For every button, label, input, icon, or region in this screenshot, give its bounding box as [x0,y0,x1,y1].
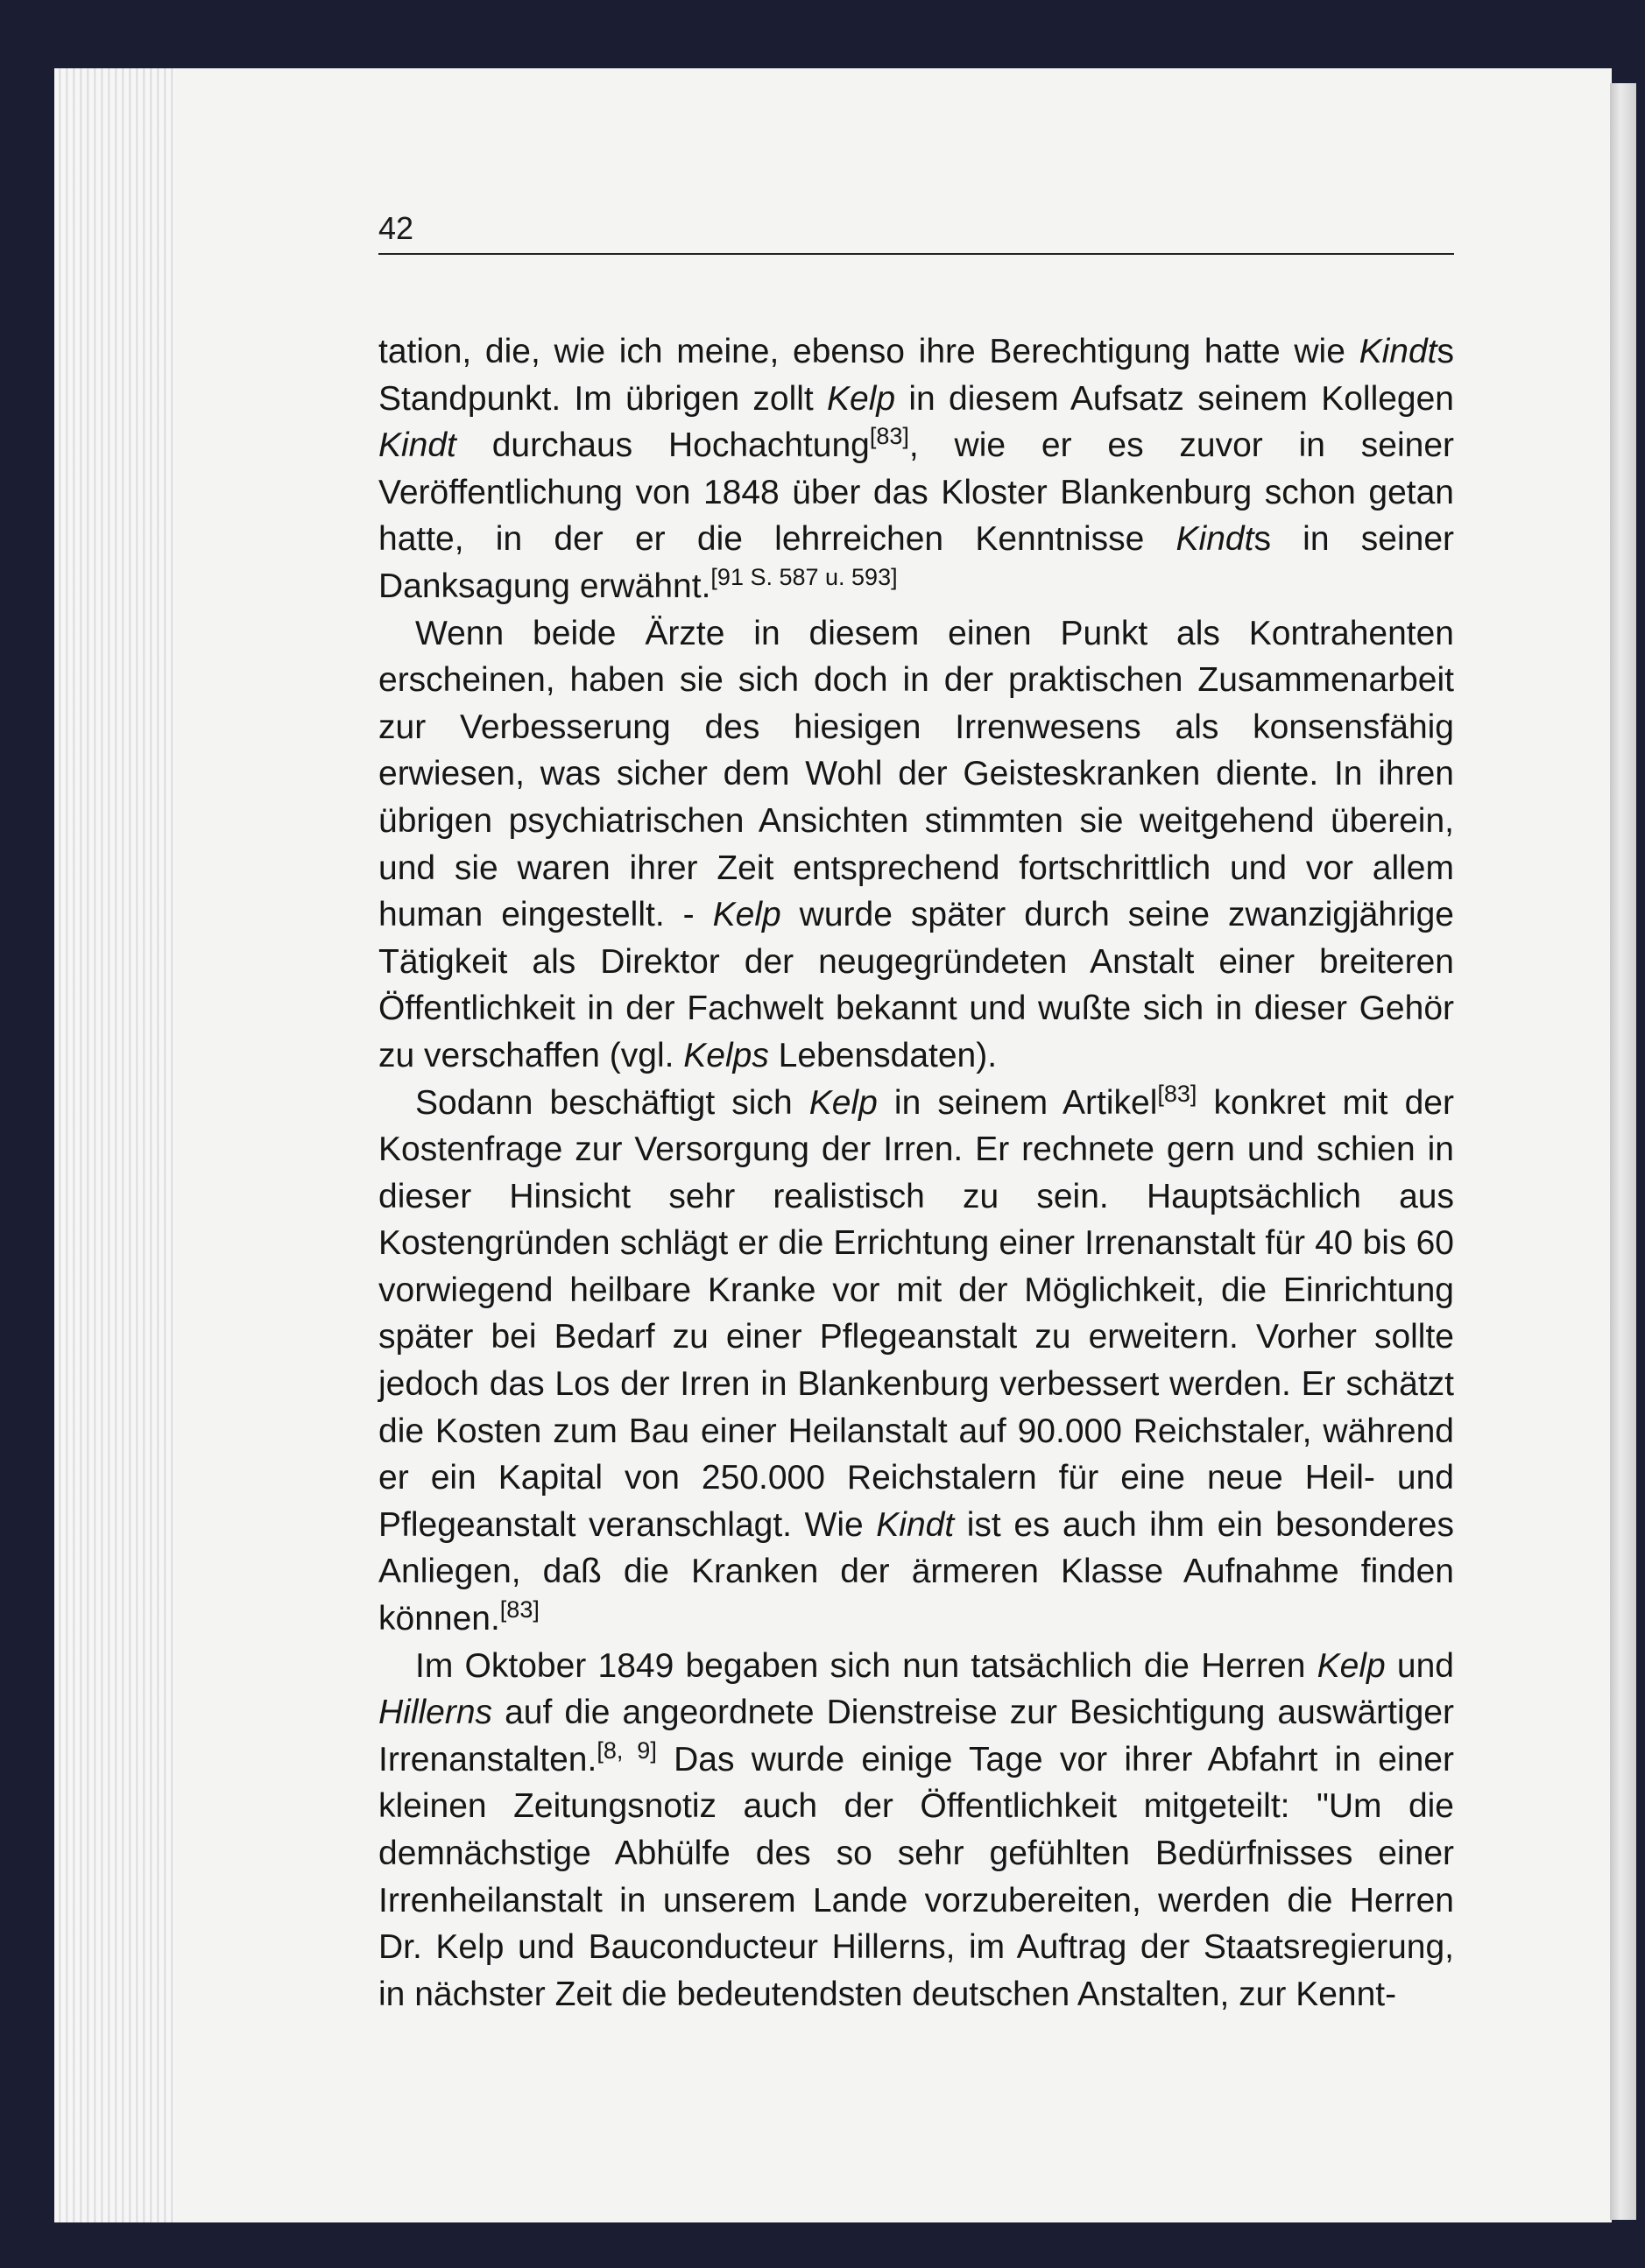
italic-name: Kindt [876,1505,955,1544]
text-run: Das wurde einige Tage vor ihrer Abfahrt in einer kleinen Zeitungsnotiz auch der Öffentlichkeit mitgeteilt: "Um die demnächstige Abhülfe des so sehr gefühlten Bedürfnisses einer Irrenheilanstalt in unserem Lande vorzubereiten, werden die Herren Dr. Kelp und Bauconducteur Hillerns, im Auftrag der Staatsregierung, in nächster Zeit die bedeutendsten deutschen Anstalten, zur Kennt- [378,1740,1454,2013]
page-edge-stack [54,68,186,2222]
italic-name: Kelp [827,379,896,418]
paragraph [378,328,1454,610]
page-gutter-shadow [1610,83,1636,2220]
citation-ref: [83] [869,423,909,450]
text-run: in seinem Artikel [877,1083,1158,1122]
text-run: wurde später durch seine zwanzigjährige Tätigkeit als Direktor der neugegründeten Anstalt einer breiteren Öffentlichkeit in der Fachwelt bekannt und wußte sich in dieser Gehör zu verschaffen (vgl. [378,896,1454,1074]
italic-name: Hillerns [378,1694,493,1732]
citation-ref: [8, 9] [597,1736,657,1764]
text-run: ist es auch ihm ein besonderes Anliegen, daß die Kranken der ärmeren Klasse Aufnahme finden können. [378,1505,1455,1638]
paragraph [378,610,1454,1080]
header-rule [378,253,1454,255]
citation-ref: [83] [1157,1080,1197,1107]
italic-name: Kelps [683,1036,769,1074]
italic-name: Kelp [712,896,781,934]
paragraph [378,1643,1454,2018]
text-run: Lebensdaten). [768,1036,998,1074]
text-run: Wenn beide Ärzte in diesem einen Punkt als Kontrahenten erscheinen, haben sie sich doch in der praktischen Zusammenarbeit zur Verbesserung des hiesigen Irrenwesens als konsensfähig erwiesen, was sicher dem Wohl der Geisteskranken diente. In ihren übrigen psychiatrischen Ansichten stimmten sie weitgehend überein, und sie waren ihrer Zeit entsprechend fortschrittlich und vor allem human eingestellt. - [378,614,1454,934]
text-run: auf die angeordnete Dienstreise zur Besichtigung auswärtiger Irrenanstalten. [378,1694,1454,1778]
text-run: , wie er es zuvor in seiner Veröffentlichung von 1848 über das Kloster Blankenburg schon getan hatte, in der er die lehrreichen Kenntnisse [378,426,1454,559]
citation-ref: [83] [499,1596,540,1624]
page-number: 42 [378,210,414,246]
italic-name: Kelp [1317,1646,1386,1685]
text-run: s in seiner Danksagung erwähnt. [378,520,1454,605]
italic-name: Kindt [1176,520,1254,559]
text-run: durchaus Hochachtung [455,426,870,465]
text-run: s Standpunkt. Im übrigen zollt [378,333,1454,418]
citation-ref: [91 S. 587 u. 593] [710,563,898,590]
italic-name: Kindt [1359,333,1437,370]
italic-name: Kindt [378,426,456,465]
text-run: in diesem Aufsatz seinem Kollegen [895,379,1454,418]
text-run: Im Oktober 1849 begaben sich nun tatsächlich die Herren [415,1646,1317,1685]
text-run: Sodann beschäftigt sich [415,1083,809,1122]
text-run: tation, die, wie ich meine, ebenso ihre Berechtigung hatte wie [378,333,1359,370]
text-run: und [1385,1646,1455,1685]
body-text [378,328,1454,2018]
text-run: konkret mit der Kostenfrage zur Versorgung der Irren. Er rechnete gern und schien in dieser Hinsicht sehr realistisch zu sein. Hauptsächlich aus Kostengründen schlägt er die Errichtung einer Irrenanstalt für 40 bis 60 vorwiegend heilbare Kranke vor mit der Möglichkeit, die Einrichtung später bei Bedarf zu einer Pflegeanstalt zu erweitern. Vorher sollte jedoch das Los der Irren in Blankenburg verbessert werden. Er schätzt die Kosten zum Bau einer Heilanstalt auf 90.000 Reichstaler, während er ein Kapital von 250.000 Reichstalern für eine neue Heil- und Pflegeanstalt veranschlagt. Wie [378,1083,1454,1544]
italic-name: Kelp [808,1083,878,1122]
paragraph [378,1080,1454,1643]
